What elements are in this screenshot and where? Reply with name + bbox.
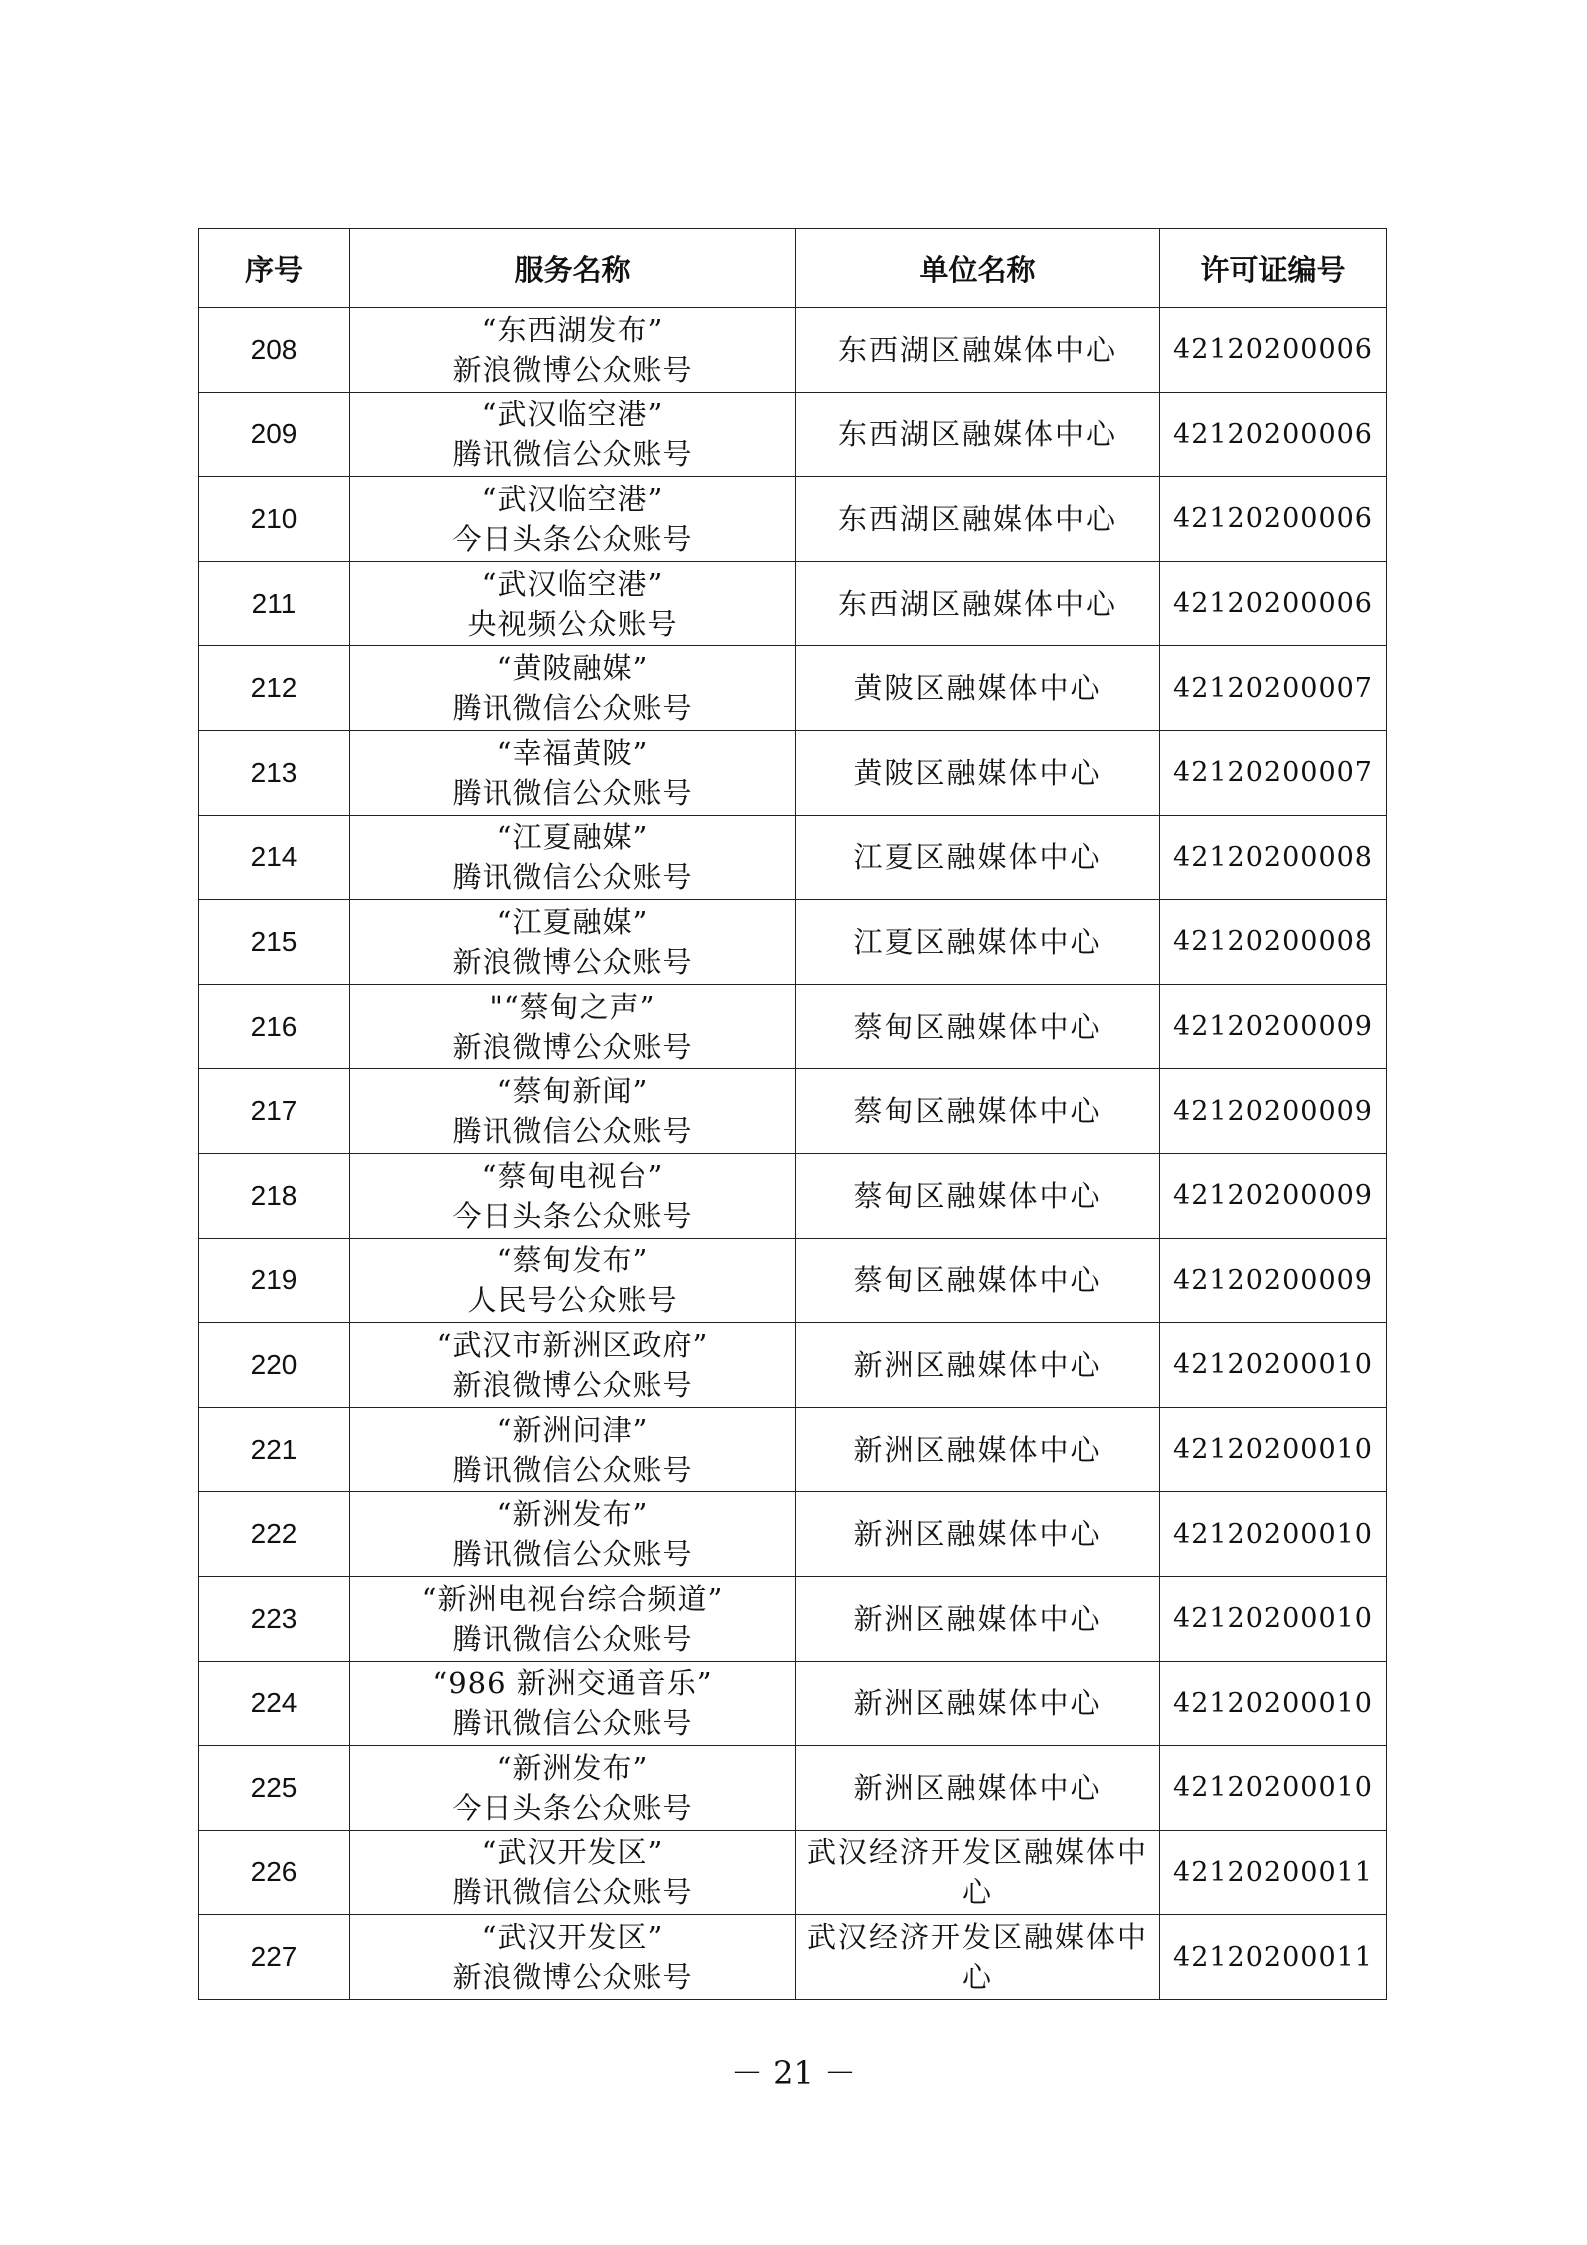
row-service-name: [350, 1492, 796, 1577]
row-seq-number: 218: [199, 1153, 350, 1238]
row-license-number: 42120200010: [1160, 1492, 1387, 1577]
service-platform: 今日头条公众账号: [452, 1790, 693, 1825]
row-service-name: [350, 646, 796, 731]
row-seq-number: 208: [199, 308, 350, 393]
service-account-name: “武汉临空港”: [481, 481, 664, 516]
table-row: [199, 1238, 1387, 1323]
row-service-name: [350, 1153, 796, 1238]
row-unit-name: 江夏区融媒体中心: [796, 900, 1160, 985]
row-unit-name: 新洲区融媒体中心: [796, 1576, 1160, 1661]
row-unit-name: 东西湖区融媒体中心: [796, 477, 1160, 562]
table-row: [199, 477, 1387, 562]
page-number: － 21 －: [730, 2054, 857, 2092]
table-row: [199, 1069, 1387, 1154]
service-account-name: “江夏融媒”: [496, 820, 649, 855]
service-account-name: “蔡甸发布”: [496, 1243, 649, 1278]
row-seq-number: 219: [199, 1238, 350, 1323]
service-account-name: “蔡甸电视台”: [481, 1158, 664, 1193]
row-service-name: [350, 815, 796, 900]
row-service-name: [350, 1069, 796, 1154]
service-platform: 腾讯微信公众账号: [452, 1114, 693, 1149]
row-license-number: 42120200006: [1160, 392, 1387, 477]
table-row: [199, 1323, 1387, 1408]
table-header-row: [199, 229, 1387, 308]
table-row: [199, 1492, 1387, 1577]
service-account-name: “黄陂融媒”: [496, 651, 649, 686]
row-unit-name: 新洲区融媒体中心: [796, 1407, 1160, 1492]
service-platform: 今日头条公众账号: [452, 521, 693, 556]
service-account-name: “武汉临空港”: [481, 397, 664, 432]
service-platform: 腾讯微信公众账号: [452, 1452, 693, 1487]
header-unit-name: 单位名称: [796, 229, 1160, 308]
service-account-name: “东西湖发布”: [481, 312, 664, 347]
service-account-name: “新洲电视台综合频道”: [421, 1581, 724, 1616]
table-row: [199, 392, 1387, 477]
row-service-name: [350, 1661, 796, 1746]
service-platform: 新浪微博公众账号: [452, 1367, 693, 1402]
table-row: [199, 1407, 1387, 1492]
header-license-number: 许可证编号: [1160, 229, 1387, 308]
service-platform: 腾讯微信公众账号: [452, 1537, 693, 1572]
service-platform: 新浪微博公众账号: [452, 944, 693, 979]
row-service-name: [350, 308, 796, 393]
row-license-number: 42120200011: [1160, 1830, 1387, 1915]
row-seq-number: 209: [199, 392, 350, 477]
row-seq-number: 222: [199, 1492, 350, 1577]
row-unit-name: 蔡甸区融媒体中心: [796, 984, 1160, 1069]
row-unit-name: 武汉经济开发区融媒体中心: [796, 1830, 1160, 1915]
row-seq-number: 213: [199, 730, 350, 815]
row-service-name: [350, 392, 796, 477]
row-service-name: [350, 730, 796, 815]
service-platform: 人民号公众账号: [467, 1283, 678, 1318]
row-service-name: [350, 1238, 796, 1323]
service-account-name: “蔡甸新闻”: [496, 1074, 649, 1109]
row-seq-number: 212: [199, 646, 350, 731]
row-license-number: 42120200010: [1160, 1323, 1387, 1408]
row-unit-name: 东西湖区融媒体中心: [796, 561, 1160, 646]
row-service-name: [350, 1323, 796, 1408]
row-seq-number: 224: [199, 1661, 350, 1746]
row-service-name: [350, 1915, 796, 2000]
service-platform: 新浪微博公众账号: [452, 1029, 693, 1064]
service-account-name: “新洲问津”: [496, 1412, 649, 1447]
table-row: [199, 730, 1387, 815]
license-table-container: [198, 228, 1386, 2000]
table-row: [199, 1153, 1387, 1238]
service-platform: 新浪微博公众账号: [452, 352, 693, 387]
row-service-name: [350, 1576, 796, 1661]
row-unit-name: 蔡甸区融媒体中心: [796, 1153, 1160, 1238]
service-account-name: “新洲发布”: [496, 1497, 649, 1532]
service-account-name: “武汉开发区”: [481, 1920, 664, 1955]
row-seq-number: 227: [199, 1915, 350, 2000]
service-account-name: “江夏融媒”: [496, 904, 649, 939]
service-platform: 腾讯微信公众账号: [452, 860, 693, 895]
table-body: [199, 308, 1387, 2000]
row-license-number: 42120200011: [1160, 1915, 1387, 2000]
service-platform: 腾讯微信公众账号: [452, 1706, 693, 1741]
row-seq-number: 226: [199, 1830, 350, 1915]
service-platform: 新浪微博公众账号: [452, 1960, 693, 1995]
row-license-number: 42120200009: [1160, 1153, 1387, 1238]
table-row: [199, 900, 1387, 985]
row-license-number: 42120200008: [1160, 815, 1387, 900]
row-unit-name: 东西湖区融媒体中心: [796, 308, 1160, 393]
row-seq-number: 214: [199, 815, 350, 900]
row-service-name: [350, 1830, 796, 1915]
license-table: [198, 228, 1387, 2000]
service-platform: 今日头条公众账号: [452, 1198, 693, 1233]
row-unit-name: 新洲区融媒体中心: [796, 1661, 1160, 1746]
service-account-name: “武汉开发区”: [481, 1835, 664, 1870]
row-service-name: [350, 984, 796, 1069]
row-seq-number: 221: [199, 1407, 350, 1492]
row-service-name: [350, 561, 796, 646]
row-license-number: 42120200009: [1160, 984, 1387, 1069]
row-license-number: 42120200006: [1160, 477, 1387, 562]
table-row: [199, 815, 1387, 900]
row-unit-name: 武汉经济开发区融媒体中心: [796, 1915, 1160, 2000]
row-seq-number: 210: [199, 477, 350, 562]
table-row: [199, 1746, 1387, 1831]
row-seq-number: 216: [199, 984, 350, 1069]
service-account-name: “新洲发布”: [496, 1750, 649, 1785]
service-account-name: “武汉临空港”: [481, 566, 664, 601]
row-unit-name: 黄陂区融媒体中心: [796, 646, 1160, 731]
row-unit-name: 蔡甸区融媒体中心: [796, 1238, 1160, 1323]
row-seq-number: 211: [199, 561, 350, 646]
service-account-name: “武汉市新洲区政府”: [436, 1327, 709, 1362]
row-service-name: [350, 900, 796, 985]
row-unit-name: 黄陂区融媒体中心: [796, 730, 1160, 815]
table-row: [199, 1915, 1387, 2000]
row-service-name: [350, 477, 796, 562]
row-unit-name: 东西湖区融媒体中心: [796, 392, 1160, 477]
row-unit-name: 新洲区融媒体中心: [796, 1492, 1160, 1577]
row-license-number: 42120200008: [1160, 900, 1387, 985]
table-row: [199, 1576, 1387, 1661]
row-license-number: 42120200009: [1160, 1069, 1387, 1154]
service-account-name: “幸福黄陂”: [496, 735, 649, 770]
row-unit-name: 江夏区融媒体中心: [796, 815, 1160, 900]
row-seq-number: 225: [199, 1746, 350, 1831]
header-seq: 序号: [199, 229, 350, 308]
service-platform: 腾讯微信公众账号: [452, 1875, 693, 1910]
service-platform: 腾讯微信公众账号: [452, 437, 693, 472]
row-license-number: 42120200010: [1160, 1661, 1387, 1746]
row-unit-name: 新洲区融媒体中心: [796, 1323, 1160, 1408]
row-license-number: 42120200007: [1160, 730, 1387, 815]
row-seq-number: 220: [199, 1323, 350, 1408]
table-row: [199, 1661, 1387, 1746]
row-license-number: 42120200006: [1160, 308, 1387, 393]
table-row: [199, 646, 1387, 731]
service-account-name: “986 新洲交通音乐”: [432, 1666, 713, 1701]
service-account-name: "“蔡甸之声”: [489, 989, 656, 1024]
row-service-name: [350, 1407, 796, 1492]
row-license-number: 42120200010: [1160, 1407, 1387, 1492]
row-license-number: 42120200007: [1160, 646, 1387, 731]
table-row: [199, 308, 1387, 393]
table-row: [199, 1830, 1387, 1915]
row-license-number: 42120200009: [1160, 1238, 1387, 1323]
row-license-number: 42120200010: [1160, 1576, 1387, 1661]
service-platform: 腾讯微信公众账号: [452, 775, 693, 810]
service-platform: 腾讯微信公众账号: [452, 1621, 693, 1656]
row-seq-number: 215: [199, 900, 350, 985]
service-platform: 央视频公众账号: [467, 606, 678, 641]
service-platform: 腾讯微信公众账号: [452, 691, 693, 726]
table-row: [199, 984, 1387, 1069]
row-unit-name: 蔡甸区融媒体中心: [796, 1069, 1160, 1154]
row-seq-number: 217: [199, 1069, 350, 1154]
row-seq-number: 223: [199, 1576, 350, 1661]
row-license-number: 42120200006: [1160, 561, 1387, 646]
table-row: [199, 561, 1387, 646]
row-unit-name: 新洲区融媒体中心: [796, 1746, 1160, 1831]
header-service-name: 服务名称: [350, 229, 796, 308]
row-service-name: [350, 1746, 796, 1831]
row-license-number: 42120200010: [1160, 1746, 1387, 1831]
